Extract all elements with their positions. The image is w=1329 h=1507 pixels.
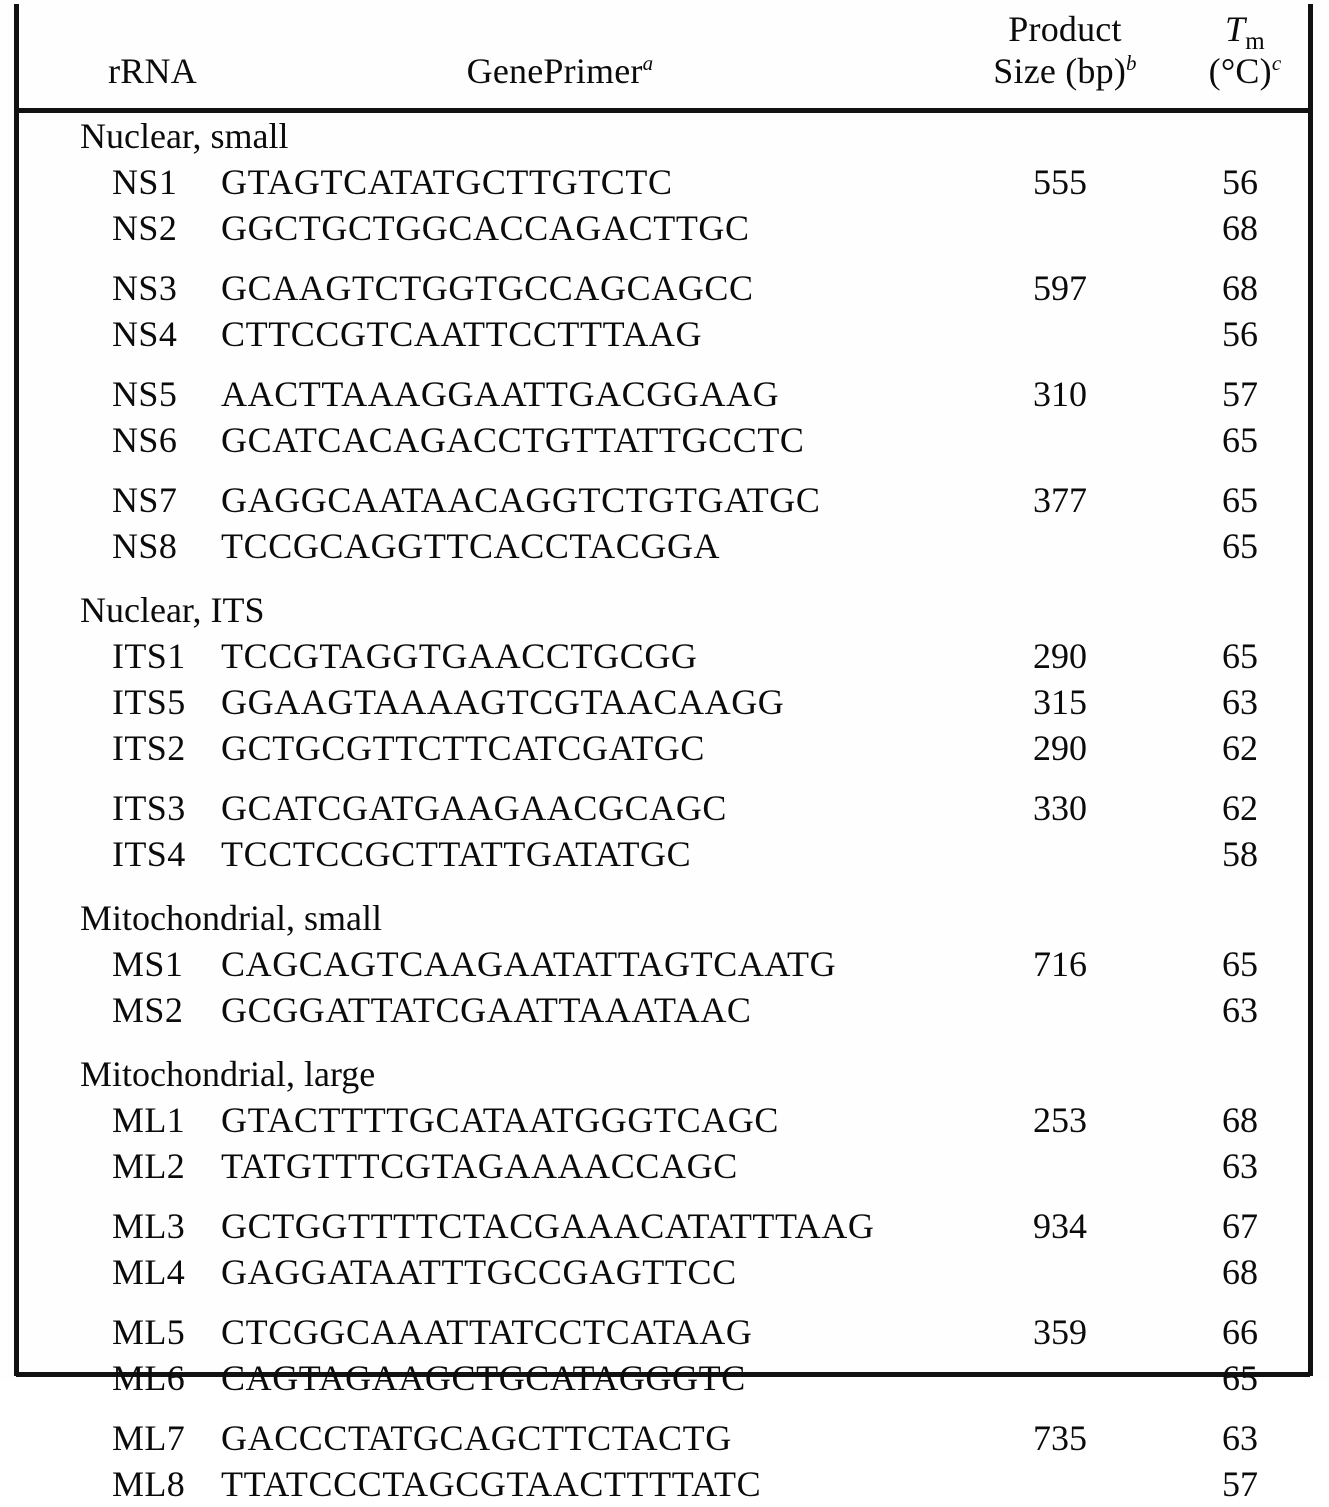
product-size-cell: 716 xyxy=(1033,944,1087,984)
primer-name-cell: NS8 xyxy=(112,526,178,566)
column-header-geneprimer-label: GenePrimer xyxy=(466,51,643,91)
primer-sequence-cell: GCTGGTTTTCTACGAAACATATTTAAG xyxy=(221,1206,875,1246)
primer-sequence-cell: TCCGCAGGTTCACCTACGGA xyxy=(221,526,721,566)
table-row xyxy=(0,1143,1329,1189)
primer-name-cell: ML4 xyxy=(112,1252,186,1292)
primer-sequence-cell: GCATCGATGAAGAACGCAGC xyxy=(221,788,728,828)
primer-name-cell: ITS3 xyxy=(112,788,186,828)
primer-sequence-cell: GCAAGTCTGGTGCCAGCAGCC xyxy=(221,268,754,308)
primer-sequence-cell: GAGGCAATAACAGGTCTGTGATGC xyxy=(221,480,821,520)
table-row xyxy=(0,633,1329,679)
melting-temperature-cell: 67 xyxy=(1222,1206,1258,1246)
primer-name-cell: NS3 xyxy=(112,268,178,308)
melting-temperature-cell: 56 xyxy=(1222,314,1258,354)
primer-sequence-cell: GTACTTTTGCATAATGGGTCAGC xyxy=(221,1100,780,1140)
product-size-cell: 359 xyxy=(1033,1312,1087,1352)
melting-temperature-cell: 63 xyxy=(1222,990,1258,1030)
primer-sequence-cell: TCCGTAGGTGAACCTGCGG xyxy=(221,636,698,676)
primer-sequence-cell: GCTGCGTTCTTCATCGATGC xyxy=(221,728,706,768)
column-header-rrna xyxy=(60,50,245,92)
table-row xyxy=(0,1097,1329,1143)
melting-temperature-cell: 66 xyxy=(1222,1312,1258,1352)
table-section xyxy=(0,569,1329,877)
primer-sequence-cell: TTATCCCTAGCGTAACTTTTATC xyxy=(221,1464,762,1504)
table-section xyxy=(0,1033,1329,1507)
column-header-rrna-label: rRNA xyxy=(108,51,197,91)
melting-temperature-cell: 56 xyxy=(1222,162,1258,202)
product-size-cell: 330 xyxy=(1033,788,1087,828)
table-row xyxy=(0,831,1329,877)
melting-temperature-cell: 68 xyxy=(1222,208,1258,248)
primer-pair-spacer xyxy=(0,463,1329,477)
primer-pair-spacer xyxy=(0,251,1329,265)
product-size-cell: 290 xyxy=(1033,728,1087,768)
primer-pair-spacer xyxy=(0,357,1329,371)
melting-temperature-cell: 63 xyxy=(1222,682,1258,722)
primer-name-cell: NS7 xyxy=(112,480,178,520)
primer-pair xyxy=(0,785,1329,877)
section-spacer xyxy=(0,569,1329,587)
melting-temperature-cell: 65 xyxy=(1222,526,1258,566)
primer-pair xyxy=(0,477,1329,569)
table-section xyxy=(0,877,1329,1033)
table-row xyxy=(0,205,1329,251)
melting-temperature-cell: 65 xyxy=(1222,480,1258,520)
primer-pair xyxy=(0,633,1329,771)
melting-temperature-cell: 68 xyxy=(1222,1252,1258,1292)
table-row xyxy=(0,1249,1329,1295)
footnote-marker-a: a xyxy=(642,51,654,75)
primer-pair-spacer xyxy=(0,771,1329,785)
product-size-cell: 310 xyxy=(1033,374,1087,414)
melting-temperature-cell: 62 xyxy=(1222,728,1258,768)
primer-pair xyxy=(0,371,1329,463)
primer-name-cell: ML3 xyxy=(112,1206,186,1246)
primer-name-cell: ITS5 xyxy=(112,682,186,722)
primer-name-cell: NS4 xyxy=(112,314,178,354)
table-row xyxy=(0,371,1329,417)
table-row xyxy=(0,1309,1329,1355)
primer-sequence-cell: CAGTAGAAGCTGCATAGGGTC xyxy=(221,1358,746,1398)
column-header-product-size-label: Size (bp) xyxy=(993,51,1127,91)
section-title: Mitochondrial, small xyxy=(80,898,382,938)
primer-sequence-cell: TCCTCCGCTTATTGATATGC xyxy=(221,834,692,874)
product-size-cell: 290 xyxy=(1033,636,1087,676)
primer-name-cell: ML7 xyxy=(112,1418,186,1458)
table-row xyxy=(0,477,1329,523)
table-row xyxy=(0,417,1329,463)
column-header-product-size xyxy=(950,8,1180,92)
primer-pair xyxy=(0,941,1329,1033)
primer-name-cell: ITS2 xyxy=(112,728,186,768)
primer-name-cell: MS1 xyxy=(112,944,184,984)
table-row xyxy=(0,1461,1329,1507)
table-row xyxy=(0,725,1329,771)
primer-name-cell: ML6 xyxy=(112,1358,186,1398)
primer-pair-spacer xyxy=(0,1401,1329,1415)
table-row xyxy=(0,311,1329,357)
primer-sequence-cell: CTTCCGTCAATTCCTTTAAG xyxy=(221,314,703,354)
primer-sequence-cell: GCGGATTATCGAATTAAATAAC xyxy=(221,990,752,1030)
melting-temperature-cell: 62 xyxy=(1222,788,1258,828)
product-size-cell: 315 xyxy=(1033,682,1087,722)
primer-sequence-cell: TATGTTTCGTAGAAAACCAGC xyxy=(221,1146,738,1186)
footnote-marker-b: b xyxy=(1126,51,1137,75)
table-row xyxy=(0,159,1329,205)
primer-sequence-cell: GAGGATAATTTGCCGAGTTCC xyxy=(221,1252,737,1292)
column-header-tm-symbol: T xyxy=(1225,9,1246,49)
primer-name-cell: ML2 xyxy=(112,1146,186,1186)
melting-temperature-cell: 58 xyxy=(1222,834,1258,874)
product-size-cell: 597 xyxy=(1033,268,1087,308)
section-title: Mitochondrial, large xyxy=(80,1054,376,1094)
primer-name-cell: NS1 xyxy=(112,162,178,202)
melting-temperature-cell: 68 xyxy=(1222,268,1258,308)
primer-name-cell: NS6 xyxy=(112,420,178,460)
primer-pair-spacer xyxy=(0,1295,1329,1309)
primer-sequence-cell: GCATCACAGACCTGTTATTGCCTC xyxy=(221,420,805,460)
product-size-cell: 253 xyxy=(1033,1100,1087,1140)
melting-temperature-cell: 68 xyxy=(1222,1100,1258,1140)
section-spacer xyxy=(0,877,1329,895)
column-header-geneprimer xyxy=(370,50,750,92)
table-row xyxy=(0,523,1329,569)
table-row xyxy=(0,679,1329,725)
footnote-marker-c: c xyxy=(1271,51,1282,75)
melting-temperature-cell: 57 xyxy=(1222,1464,1258,1504)
primer-pair xyxy=(0,1309,1329,1401)
table-header-row xyxy=(0,0,1329,108)
table-row xyxy=(0,987,1329,1033)
table-row xyxy=(0,785,1329,831)
primer-pair xyxy=(0,159,1329,251)
melting-temperature-cell: 65 xyxy=(1222,944,1258,984)
table-row xyxy=(0,1415,1329,1461)
melting-temperature-cell: 65 xyxy=(1222,636,1258,676)
melting-temperature-cell: 65 xyxy=(1222,1358,1258,1398)
primer-name-cell: MS2 xyxy=(112,990,184,1030)
column-header-tm-unit: (°C) xyxy=(1208,51,1272,91)
table-row xyxy=(0,1203,1329,1249)
primer-name-cell: ML1 xyxy=(112,1100,186,1140)
primer-pair-spacer xyxy=(0,1189,1329,1203)
primer-name-cell: ML8 xyxy=(112,1464,186,1504)
column-header-product-size-line1: Product xyxy=(1008,9,1122,49)
primer-sequence-cell: GGCTGCTGGCACCAGACTTGC xyxy=(221,208,750,248)
table-section xyxy=(0,113,1329,569)
product-size-cell: 555 xyxy=(1033,162,1087,202)
product-size-cell: 735 xyxy=(1033,1418,1087,1458)
melting-temperature-cell: 65 xyxy=(1222,420,1258,460)
primer-name-cell: ITS1 xyxy=(112,636,186,676)
primer-name-cell: NS2 xyxy=(112,208,178,248)
column-header-tm-symbol-line xyxy=(1180,8,1310,56)
table-row xyxy=(0,941,1329,987)
melting-temperature-cell: 57 xyxy=(1222,374,1258,414)
section-title: Nuclear, small xyxy=(80,116,289,156)
primer-name-cell: NS5 xyxy=(112,374,178,414)
column-header-tm-unit-line xyxy=(1180,50,1310,92)
column-header-product-size-line2 xyxy=(950,50,1180,92)
table-body xyxy=(0,113,1329,1507)
primer-sequence-cell: GGAAGTAAAAGTCGTAACAAGG xyxy=(221,682,785,722)
melting-temperature-cell: 63 xyxy=(1222,1146,1258,1186)
melting-temperature-cell: 63 xyxy=(1222,1418,1258,1458)
column-header-melting-temperature xyxy=(1180,8,1310,92)
primer-sequence-cell: CAGCAGTCAAGAATATTAGTCAATG xyxy=(221,944,837,984)
primer-pair xyxy=(0,1203,1329,1295)
section-spacer xyxy=(0,1033,1329,1051)
primer-sequence-cell: GACCCTATGCAGCTTCTACTG xyxy=(221,1418,732,1458)
primer-name-cell: ITS4 xyxy=(112,834,186,874)
primer-sequence-cell: AACTTAAAGGAATTGACGGAAG xyxy=(221,374,780,414)
column-header-tm-subscript: m xyxy=(1245,28,1265,56)
primer-sequence-cell: CTCGGCAAATTATCCTCATAAG xyxy=(221,1312,753,1352)
primer-name-cell: ML5 xyxy=(112,1312,186,1352)
primer-pair xyxy=(0,1415,1329,1507)
primer-pair xyxy=(0,265,1329,357)
section-title: Nuclear, ITS xyxy=(80,590,265,630)
product-size-cell: 377 xyxy=(1033,480,1087,520)
table-row xyxy=(0,1355,1329,1401)
product-size-cell: 934 xyxy=(1033,1206,1087,1246)
primer-sequence-cell: GTAGTCATATGCTTGTCTC xyxy=(221,162,673,202)
primer-pair xyxy=(0,1097,1329,1189)
table-row xyxy=(0,265,1329,311)
